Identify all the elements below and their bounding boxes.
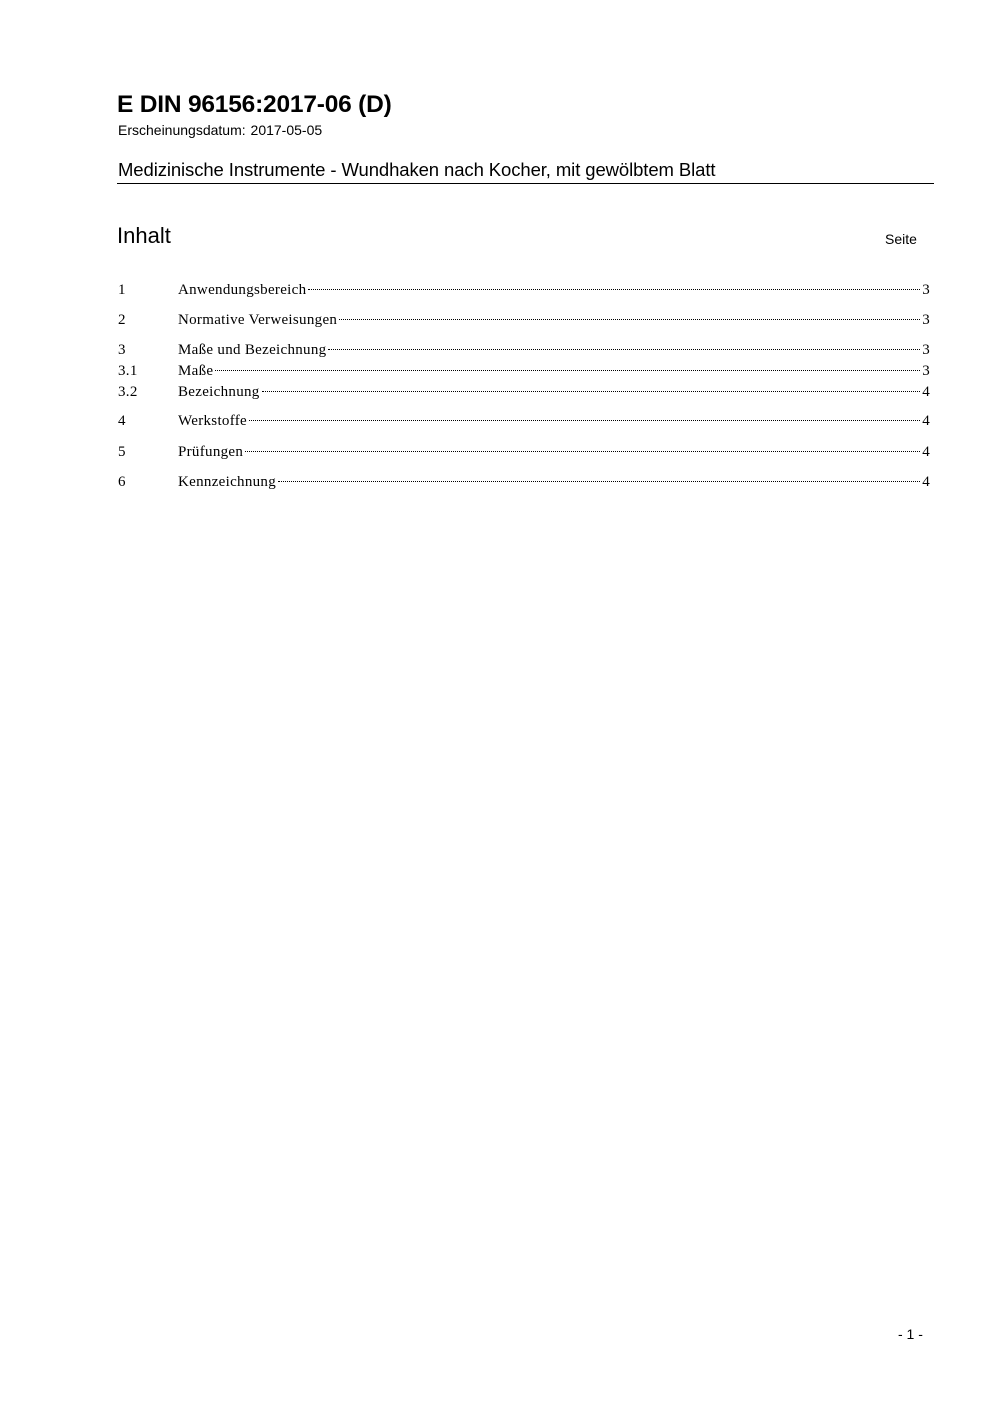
toc-entry-number: 3.2 xyxy=(118,384,138,400)
toc-dot-leader xyxy=(278,481,920,482)
toc-entry[interactable] xyxy=(118,411,930,431)
toc-entry[interactable] xyxy=(118,382,930,402)
toc-heading: Inhalt xyxy=(117,223,171,248)
toc-entry-text: Kennzeichnung xyxy=(178,474,277,490)
toc-entry-number: 3 xyxy=(118,342,126,358)
toc-entry-page: 4 xyxy=(922,474,930,490)
toc-entry-text: Maße xyxy=(178,363,214,379)
toc-entry-page: 3 xyxy=(922,342,930,358)
toc-entry-page: 3 xyxy=(922,312,930,328)
toc-dot-leader xyxy=(262,391,921,392)
toc-entry-number: 4 xyxy=(118,413,126,429)
toc-entry[interactable] xyxy=(118,310,930,330)
toc-dot-leader xyxy=(215,370,920,371)
toc-entry-text: Prüfungen xyxy=(178,444,244,460)
toc-entry-text: Werkstoffe xyxy=(178,413,247,429)
toc-entry-page: 3 xyxy=(922,282,930,298)
toc-dot-leader xyxy=(339,319,920,320)
toc-entry-text: Normative Verweisungen xyxy=(178,312,338,328)
toc-entry[interactable] xyxy=(118,442,930,462)
toc-entry-number: 1 xyxy=(118,282,126,298)
document-id: E DIN 96156:2017-06 (D) xyxy=(117,91,392,118)
toc-entry[interactable] xyxy=(118,340,930,360)
publication-date xyxy=(118,121,322,139)
toc-entry[interactable] xyxy=(118,472,930,492)
toc-entry[interactable] xyxy=(118,280,930,300)
toc-entry-text: Bezeichnung xyxy=(178,384,260,400)
toc-entry-number: 5 xyxy=(118,444,126,460)
title-divider xyxy=(117,183,934,184)
toc-dot-leader xyxy=(245,451,920,452)
document-title: Medizinische Instrumente - Wundhaken nach Kocher, mit gewölbtem Blatt xyxy=(118,159,716,180)
toc-dot-leader xyxy=(249,420,920,421)
toc-entry-page: 4 xyxy=(922,384,930,400)
toc-entry-text: Maße und Bezeichnung xyxy=(178,342,327,358)
toc-entry-page: 3 xyxy=(922,363,930,379)
toc-entry-page: 4 xyxy=(922,444,930,460)
toc-entry-number: 3.1 xyxy=(118,363,138,379)
publication-date-value: 2017-05-05 xyxy=(250,122,323,138)
publication-date-label: Erscheinungsdatum: xyxy=(118,122,246,138)
page-number: - 1 - xyxy=(898,1326,923,1342)
toc-page-column-label: Seite xyxy=(885,231,917,247)
toc-dot-leader xyxy=(328,349,920,350)
toc-entry-page: 4 xyxy=(922,413,930,429)
toc-entry[interactable] xyxy=(118,361,930,381)
toc-entry-text: Anwendungsbereich xyxy=(178,282,307,298)
toc-entry-number: 2 xyxy=(118,312,126,328)
toc-dot-leader xyxy=(308,289,920,290)
toc-entry-number: 6 xyxy=(118,474,126,490)
